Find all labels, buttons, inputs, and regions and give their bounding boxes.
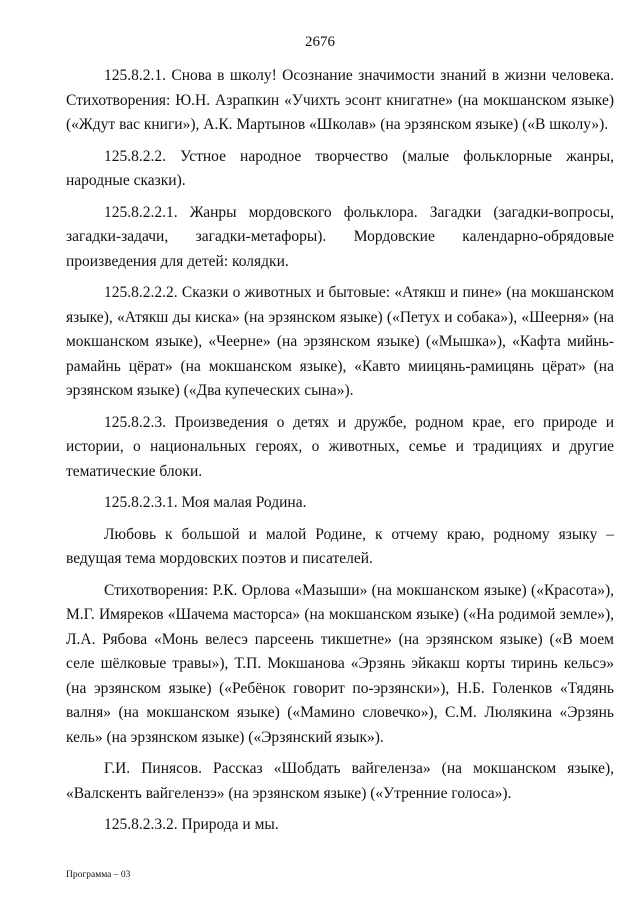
- page-number: 2676: [305, 34, 335, 50]
- paragraph: Г.И. Пинясов. Рассказ «Шобдать вайгеленза» (на мокшанском языке), «Валскенть вайгелензэ» (на эрзянском языке) («Утренние голоса»).: [66, 760, 614, 802]
- paragraph: 125.8.2.3.1. Моя малая Родина.: [104, 494, 307, 511]
- paragraph: 125.8.2.2.1. Жанры мордовского фольклора. Загадки (загадки-вопросы, загадки-задачи, загадки-метафоры). Мордовские календарно-обрядовые произведения для детей: колядки.: [66, 203, 614, 270]
- paragraph: 125.8.2.3. Произведения о детях и дружбе, родном крае, его природе и истории, о национальных героях, о животных, семье и традициях и другие тематические блоки.: [66, 413, 614, 480]
- paragraph: 125.8.2.1. Снова в школу! Осознание значимости знаний в жизни человека. Стихотворения: Ю.Н. Азрапкин «Учихть эсонт книгатне» (на мокшанском языке) («Ждут вас книги»), А.К. Мартынов «Школав» (на эрзянском языке) («В школу»).: [66, 67, 614, 133]
- paragraph: 125.8.2.3.2. Природа и мы.: [104, 816, 279, 833]
- footer-label: Программа – 03: [66, 870, 131, 880]
- document-body: [66, 64, 614, 845]
- paragraph: 125.8.2.2.2. Сказки о животных и бытовые: «Атякш и пине» (на мокшанском языке), «Атякш ды киска» (на эрзянском языке) («Петух и собака»), «Шеерня» (на мокшанском языке), «Чеерне» (на эрзянском языке) («Мышка»), «Кафта мийнь-рамайнь цёрат» (на мокшанском языке), «Кавто миицянь-рамицянь цёрат» (на эрзянском языке) («Два купеческих сына»).: [66, 284, 614, 399]
- paragraph: 125.8.2.2. Устное народное творчество (малые фольклорные жанры, народные сказки).: [66, 147, 614, 189]
- paragraph: Стихотворения: Р.К. Орлова «Мазыши» (на мокшанском языке) («Красота»), М.Г. Имяреков «Шачема масторса» (на мокшанском языке) («На родимой земле»), Л.А. Рябова «Монь велесэ парсеень тикшетне» (на эрзянском языке) («В моем селе шёлковые травы»), Т.П. Мокшанова «Эрзянь эйкакш корты тиринь кельсэ» (на эрзянском языке) («Ребёнок говорит по-эрзянски»), Н.Б. Голенков «Тядянь валня» (на мокшанском языке) («Мамино словечко»), С.М. Люлякина «Эрзянь кель» (на эрзянском языке) («Эрзянский язык»).: [66, 581, 614, 746]
- paragraph: Любовь к большой и малой Родине, к отчему краю, родному языку – ведущая тема мордовских поэтов и писателей.: [66, 525, 614, 567]
